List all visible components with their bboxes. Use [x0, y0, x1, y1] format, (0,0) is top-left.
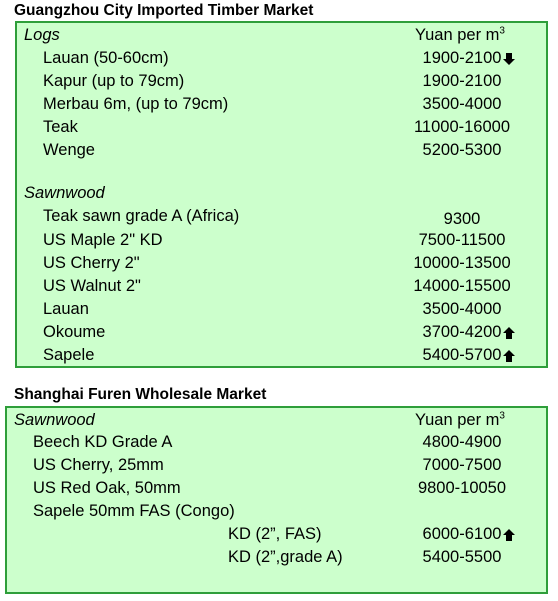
list-item [17, 116, 546, 139]
list-item [7, 431, 546, 454]
item-price: 9300 [443, 210, 481, 228]
item-price: 1900-2100 [422, 72, 502, 90]
item-price: 7500-11500 [418, 231, 506, 249]
list-item [7, 454, 546, 477]
item-price: 14000-15500 [413, 277, 511, 295]
list-item [7, 500, 546, 523]
unit-header [385, 24, 535, 47]
item-price: 3500-4000 [422, 95, 502, 113]
item-name: Beech KD Grade A [33, 433, 173, 451]
logs-section-label: Logs [24, 26, 60, 44]
list-item [17, 275, 546, 298]
item-price: 5200-5300 [422, 141, 502, 159]
list-item [17, 70, 546, 93]
unit-label: Yuan per m [415, 411, 500, 429]
item-price: 5400-5500 [422, 548, 502, 566]
sawnwood-section-label: Sawnwood [24, 184, 105, 202]
unit-header [385, 409, 535, 432]
item-name: Wenge [43, 141, 95, 159]
item-price: 10000-13500 [413, 254, 511, 272]
guangzhou-price-table [15, 21, 548, 368]
price-value: 3700-4200 [422, 323, 502, 341]
item-name: KD (2”,grade A) [228, 548, 343, 566]
list-item [17, 298, 546, 321]
item-price [394, 321, 544, 344]
item-price [394, 47, 544, 70]
price-value: 1900-2100 [422, 49, 502, 67]
item-name: Lauan (50-60cm) [43, 49, 169, 67]
unit-superscript: 3 [499, 25, 505, 37]
price-value: 5400-5700 [422, 346, 502, 364]
list-item [17, 47, 546, 70]
up-arrow-icon [503, 529, 515, 541]
list-item [17, 139, 546, 162]
item-name: Teak sawn grade A (Africa) [43, 207, 240, 225]
up-arrow-icon [503, 350, 515, 362]
unit-label: Yuan per m [415, 26, 500, 44]
list-item [17, 205, 546, 228]
item-name: Okoume [43, 323, 106, 341]
item-name: US Walnut 2" [43, 277, 141, 295]
item-price: 9800-10050 [417, 479, 507, 497]
down-arrow-icon [503, 53, 515, 65]
item-name: Merbau 6m, (up to 79cm) [43, 95, 229, 113]
item-price: 11000-16000 [413, 118, 511, 136]
item-name: Sapele [43, 346, 95, 364]
item-name: US Red Oak, 50mm [33, 479, 181, 497]
price-value: 6000-6100 [422, 525, 502, 543]
sawnwood-section-label: Sawnwood [14, 411, 95, 429]
item-name: Sapele 50mm FAS (Congo) [33, 502, 235, 520]
item-price: 4800-4900 [422, 433, 502, 451]
item-price [394, 523, 544, 546]
list-item [17, 321, 546, 344]
item-name: Teak [43, 118, 78, 136]
unit-superscript: 3 [499, 410, 505, 422]
item-name: Lauan [43, 300, 89, 318]
list-item [17, 252, 546, 275]
item-name: US Maple 2" KD [43, 231, 163, 249]
list-item [17, 229, 546, 252]
up-arrow-icon [503, 327, 515, 339]
list-item [17, 93, 546, 116]
guangzhou-market-title: Guangzhou City Imported Timber Market [14, 2, 314, 19]
list-item [7, 546, 546, 569]
item-price: 3500-4000 [422, 300, 502, 318]
list-item [7, 477, 546, 500]
item-name: KD (2”, FAS) [228, 525, 322, 543]
item-name: Kapur (up to 79cm) [43, 72, 185, 90]
logs-header-row [17, 24, 546, 47]
item-price: 7000-7500 [422, 456, 502, 474]
item-name: US Cherry, 25mm [33, 456, 164, 474]
item-price [394, 344, 544, 367]
sawnwood-header-row [17, 182, 546, 205]
shanghai-price-table [5, 406, 548, 594]
item-name: US Cherry 2" [43, 254, 140, 272]
shanghai-header-row [7, 409, 546, 432]
shanghai-market-title: Shanghai Furen Wholesale Market [14, 386, 267, 403]
list-item [17, 344, 546, 367]
list-item [7, 523, 546, 546]
